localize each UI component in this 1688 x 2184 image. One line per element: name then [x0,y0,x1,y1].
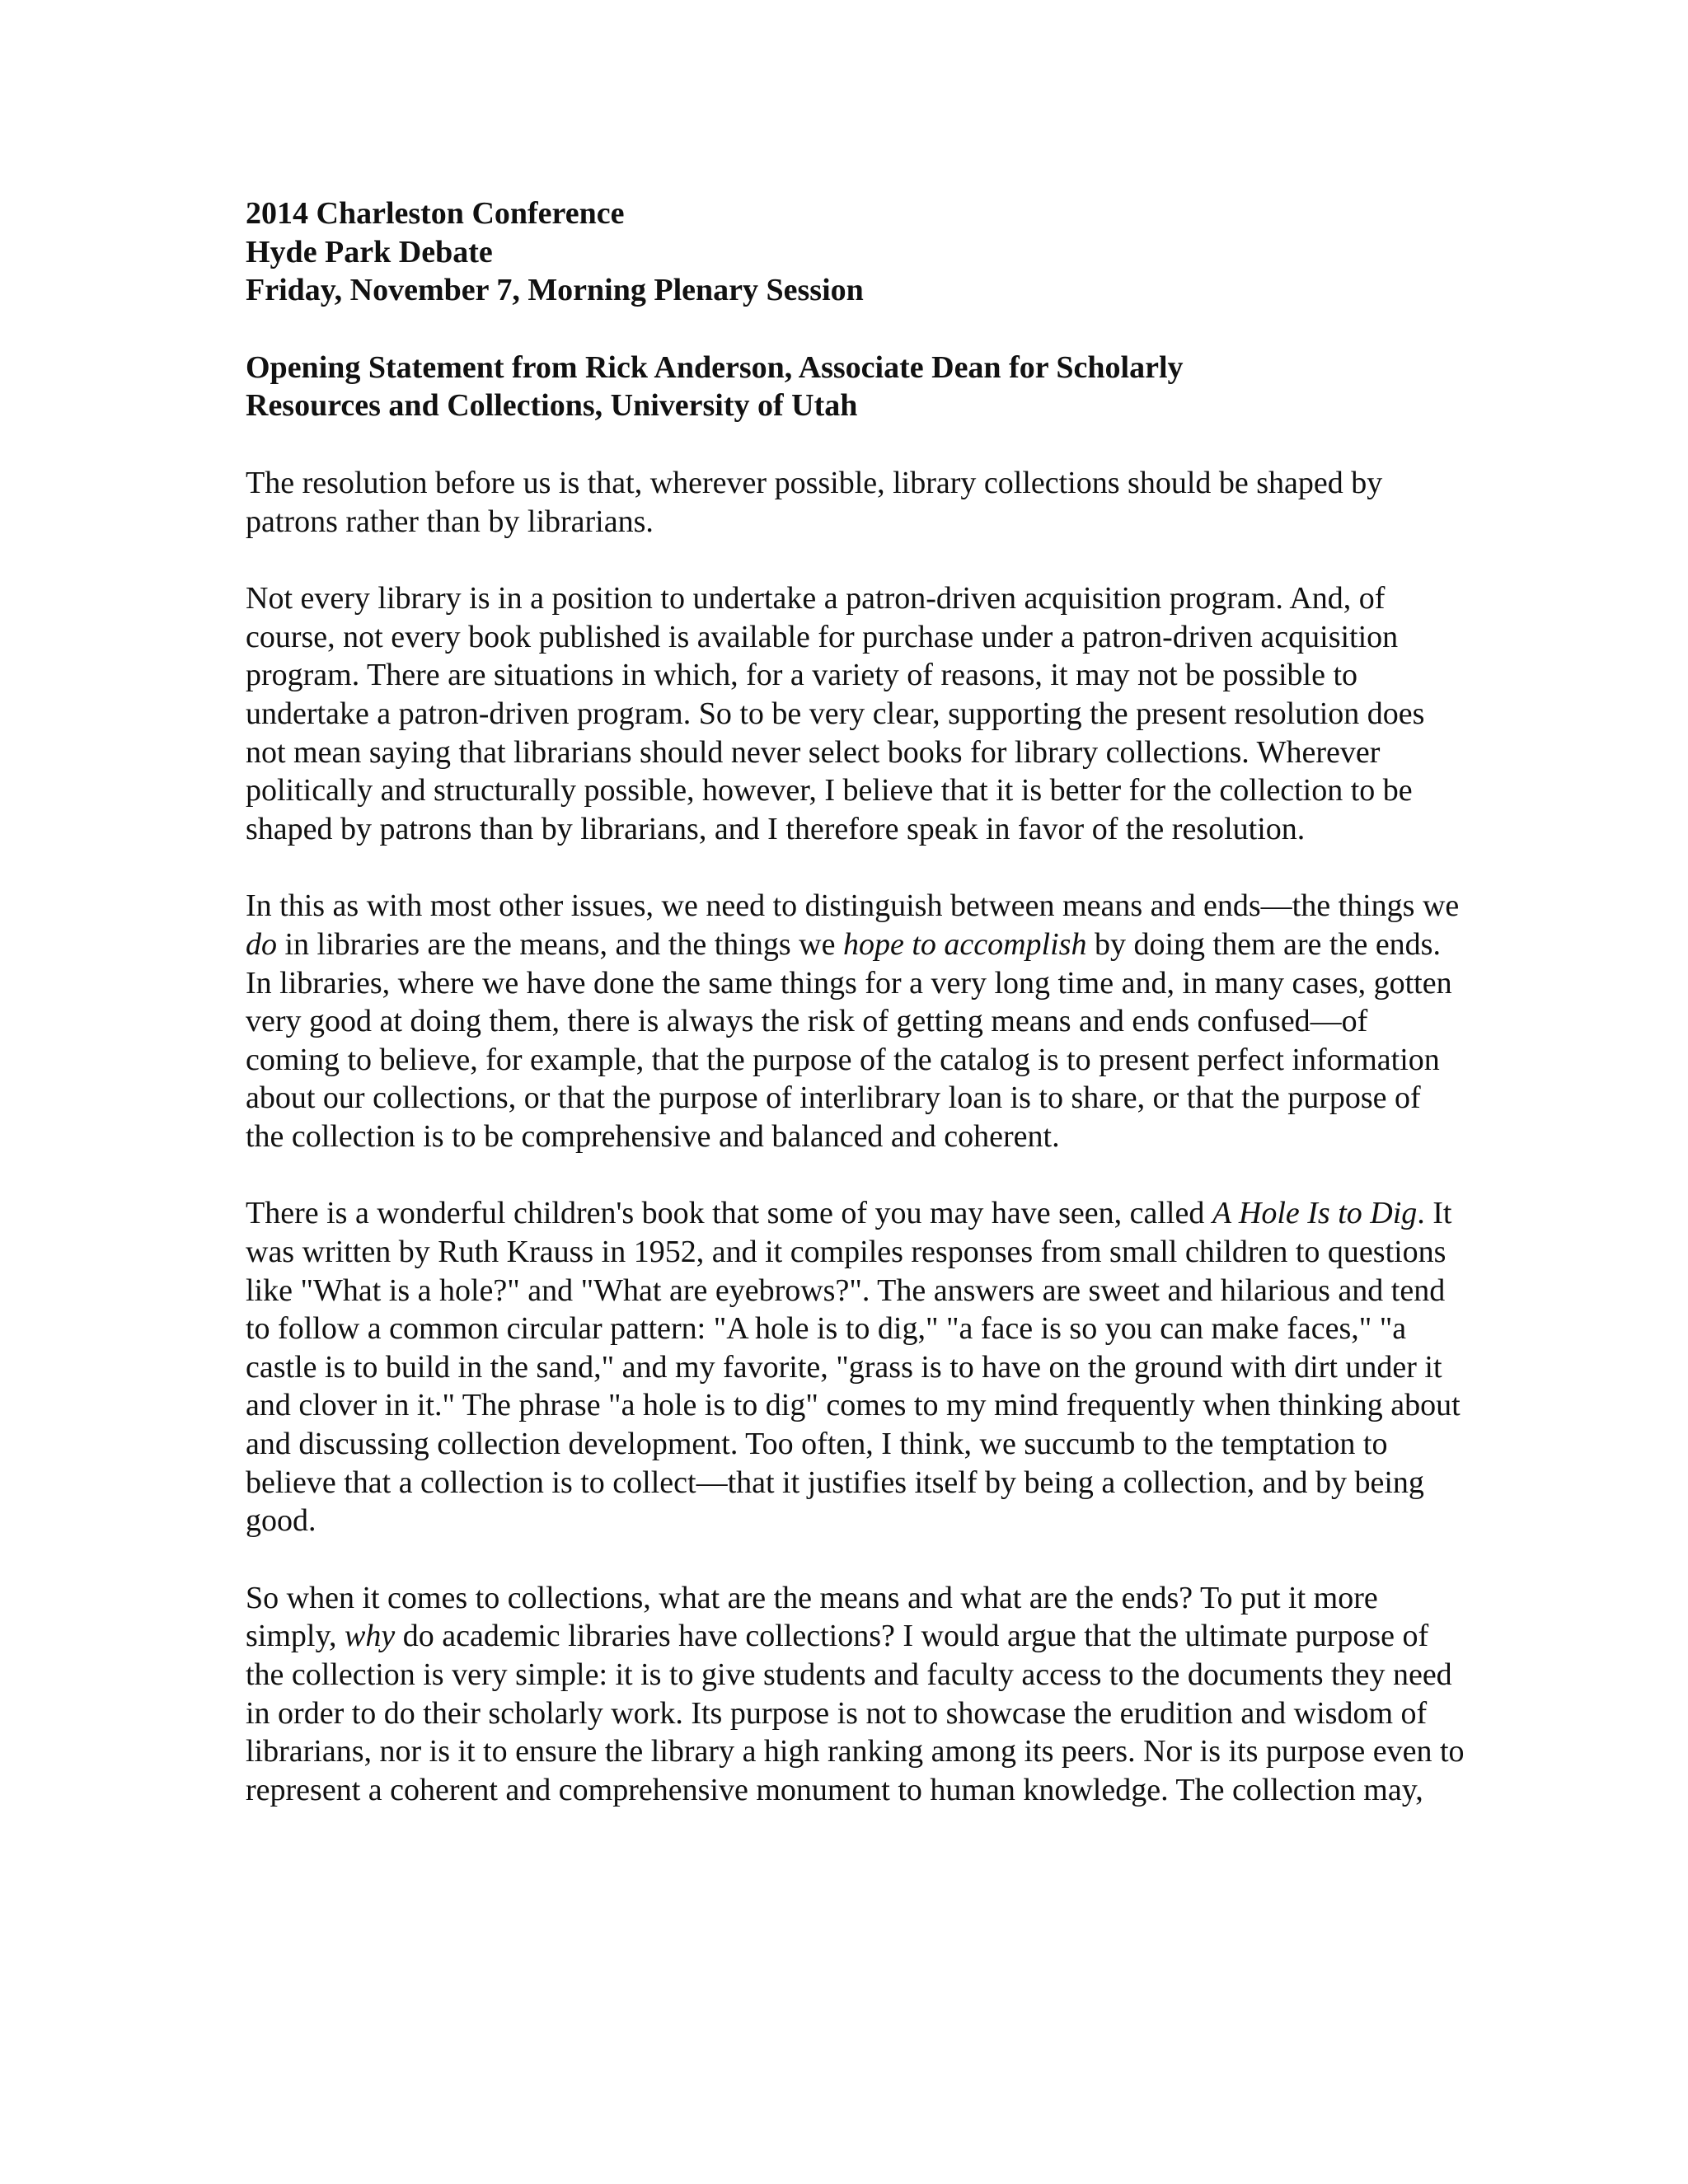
book-title-a-hole-is-to-dig: A Hole Is to Dig [1212,1196,1418,1231]
paragraph-patron-driven: Not every library is in a position to undertake a patron-driven acquisition program. And, of course, not every book published is available for purchase under a patron-driven acquisition program. There are situations in which, for a variety of reasons, it may not be possible to undertake a patron-driven program. So to be very clear, supporting the present resolution does not mean saying that librarians should never select books for library collections. Wherever politically and structurally possible, however, I believe that it is better for the collection to be shaped by patrons than by librarians, and I therefore speak in favor of the resolution. [246,581,1425,846]
statement-heading-line-1: Opening Statement from Rick Anderson, Associate Dean for Scholarly [246,349,1184,385]
statement-heading-line-2: Resources and Collections, University of Utah [246,388,858,424]
session-title: Friday, November 7, Morning Plenary Session [246,273,864,308]
text-segment: do academic libraries have collections? I would argue that the ultimate purpose of the collection is very simple: it is to give students and faculty access to the documents they need in order to do their scholarly work. Its purpose is not to showcase the erudition and wisdom of librarians, nor is it to ensure the library a high ranking among its peers. Nor is its purpose even to represent a coherent and comprehensive monument to human knowledge. The collection may, [246,1619,1465,1807]
text-segment: in libraries are the means, and the things we [277,926,843,962]
conference-title: 2014 Charleston Conference [246,196,625,231]
paragraph-collection-purpose [246,1579,1465,1810]
text-segment: In this as with most other issues, we need to distinguish between means and ends—the things we [246,888,1460,924]
text-segment: So when it comes to collections, what are the means and what are the ends? To put it more simply, [246,1580,1378,1654]
paragraph-means-and-ends [246,887,1465,1155]
event-title: Hyde Park Debate [246,234,493,269]
paragraph-hole-is-to-dig [246,1194,1465,1540]
statement-heading [246,349,1465,425]
document-header [246,194,1465,310]
text-segment: There is a wonderful children's book that some of you may have seen, called [246,1196,1212,1231]
emphasis-hope-to-accomplish: hope to accomplish [842,926,1087,962]
text-segment: by doing them are the ends. In libraries, where we have done the same things for a very long time and, in many cases, gotten very good at doing them, there is always the risk of getting means and ends confused—of coming to believe, for example, that the purpose of the catalog is to present perfect information about our collections, or that the purpose of interlibrary loan is to share, or that the purpose of the collection is to be comprehensive and balanced and coherent. [246,926,1452,1154]
paragraph-resolution: The resolution before us is that, wherever possible, library collections should be shaped by patrons rather than by librarians. [246,465,1383,539]
emphasis-why: why [345,1619,396,1654]
document-body [246,194,1465,1848]
emphasis-do: do [246,926,277,962]
text-segment: . It was written by Ruth Krauss in 1952, and it compiles responses from small children to questions like "What is a hole?" and "What are eyebrows?". The answers are sweet and hilarious and tend to follow a common circular pattern: "A hole is to dig," "a face is so you can make faces," "a castle is to build in the sand," and my favorite, "grass is to have on the ground with dirt under it and clover in it." The phrase "a hole is to dig" comes to my mind frequently when thinking about and discussing collection development. Too often, I think, we succumb to the temptation to believe that a collection is to collect—that it justifies itself by being a collection, and by being good. [246,1196,1461,1539]
